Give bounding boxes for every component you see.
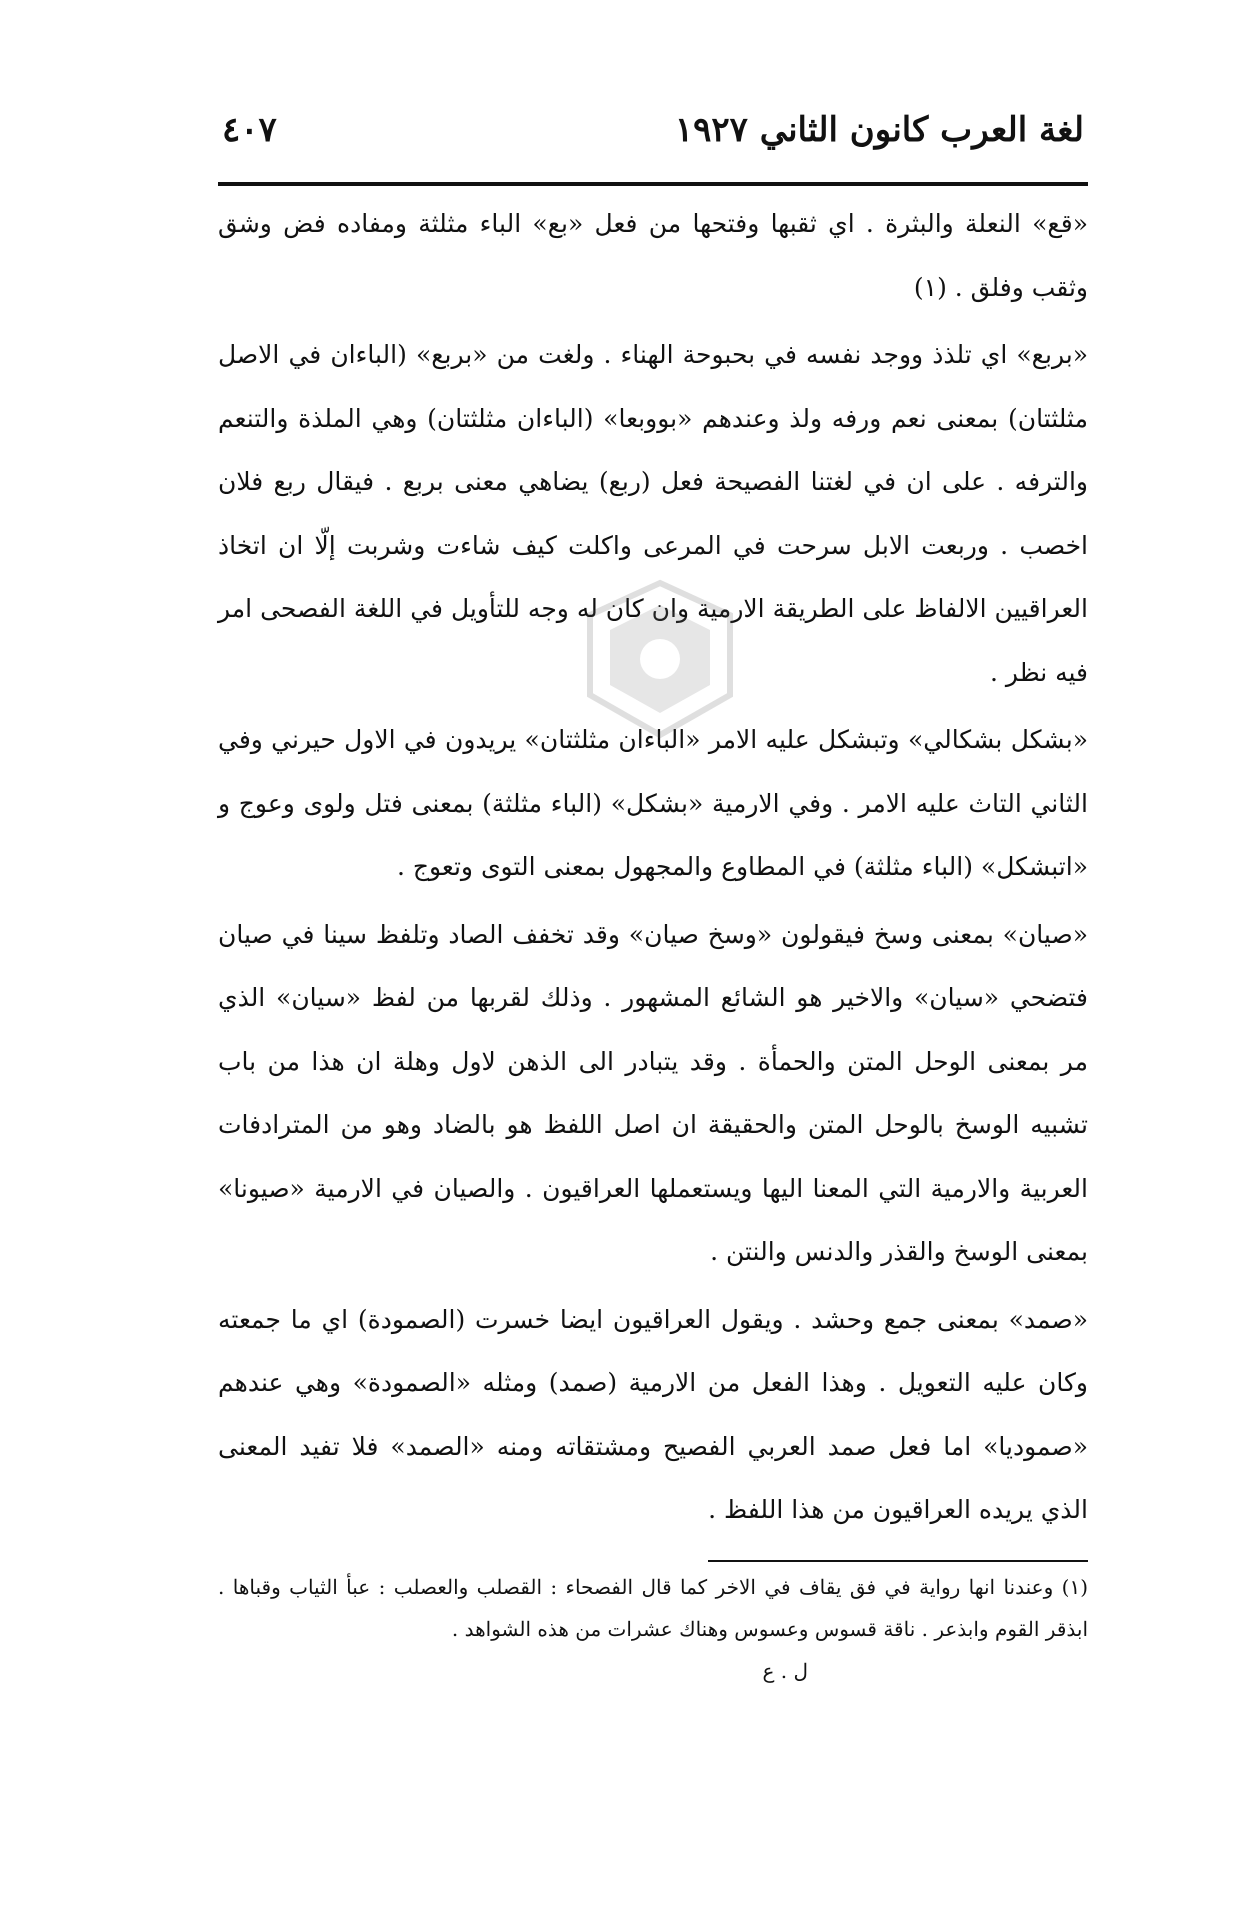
main-text xyxy=(218,192,1088,1542)
header-rule xyxy=(218,182,1088,186)
book-page xyxy=(218,110,1088,1692)
paragraph-sayyan: «صيان» بمعنى وسخ فيقولون «وسخ صيان» وقد تخفف الصاد وتلفظ سينا في صيان فتضحي «سيان» والاخير هو الشائع المشهور . وذلك لقربها من لفظ «سيان» الذي مر بمعنى الوحل المتن والحمأة . وقد يتبادر الى الذهن لاول وهلة ان هذا من باب تشبيه الوسخ بالوحل المتن والحقيقة ان اصل اللفظ هو بالضاد وهو من المترادفات العربية والارمية التي المعنا اليها ويستعملها العراقيون . والصيان في الارمية «صيونا» بمعنى الوسخ والقذر والدنس والنتن . xyxy=(218,919,1088,1266)
paragraph-barba: «بربع» اي تلذذ ووجد نفسه في بحبوحة الهناء . ولغت من «بربع» (الباءان في الاصل مثلثتان) بمعنى نعم ورفه ولذ وعندهم «بووبعا» (الباءان مثلثتان) وهي الملذة والتنعم والترفه . على ان في لغتنا الفصيحة فعل (ربع) يضاهي معنى بربع . فيقال ربع فلان اخصب . وربعت الابل سرحت في المرعى واكلت كيف شاءت وشربت إلّا ان اتخاذ العراقيين الالفاظ على الطريقة الارمية وان كان له وجه للتأويل في اللغة الفصحى امر فيه نظر . xyxy=(218,340,1088,687)
page-header xyxy=(218,110,1088,170)
page-number: ٤٠٧ xyxy=(222,110,277,150)
running-title: لغة العرب كانون الثاني ١٩٢٧ xyxy=(674,110,1084,150)
paragraph-qa: «قع» النعلة والبثرة . اي ثقبها وفتحها من فعل «بع» الباء مثلثة ومفاده فض وشق وثقب وفلق . (١) xyxy=(218,209,1088,302)
paragraph-samad: «صمد» بمعنى جمع وحشد . ويقول العراقيون ايضا خسرت (الصمودة) اي ما جمعته وكان عليه التعويل . وهذا الفعل من الارمية (صمد) ومثله «الصمودة» وهي عندهم «صمودیا» اما فعل صمد العربي الفصيح ومشتقاته ومنه «الصمد» فلا تفيد المعنى الذي يريده العراقيون من هذا اللفظ . xyxy=(218,1304,1088,1524)
footnote-text: (١) وعندنا انها رواية في فق يقاف في الاخر كما قال الفصحاء : القصلب والعصلب : عبأ الثياب وقباها . ابذقر القوم وابذعر . ناقة قسوس وعسوس وهناك عشرات من هذه الشواهد . xyxy=(218,1574,1089,1641)
paragraph-bashkal: «بشكل بشكالي» وتبشكل عليه الامر «الباءان مثلثتان» يريدون في الاول حيرني وفي الثاني التاث عليه الامر . وفي الارمية «بشكل» (الباء مثلثة) بمعنى فتل ولوى وعوج و «اتبشكل» (الباء مثلثة) في المطاوع والمجهول بمعنى التوى وتعوج . xyxy=(218,725,1088,881)
footnote xyxy=(218,1566,1088,1692)
footnote-rule xyxy=(708,1560,1088,1562)
author-signature: ل . ع xyxy=(762,1658,808,1683)
